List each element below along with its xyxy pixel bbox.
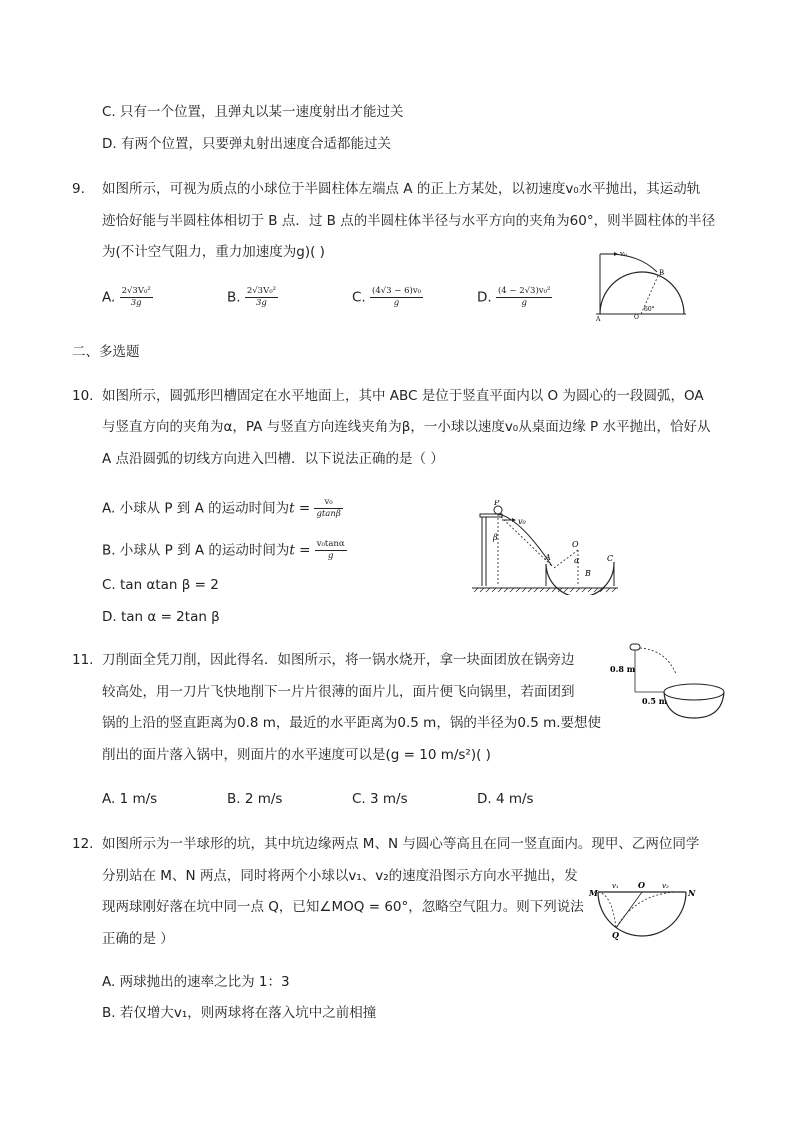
option-b [102,539,347,562]
label-v0: v₀ [620,250,627,258]
label-m: M [589,888,598,898]
label-o: O [572,540,579,549]
label-n: N [688,888,696,898]
option-c: C. 3 m/s [352,791,408,807]
numerator: 2√3V₀² [121,286,151,296]
question-text: 分别站在 M、N 两点，同时将两个小球以v₁、v₂的速度沿图示方向水平抛出，发 [102,868,578,884]
label-distance: 0.5 m [642,696,668,706]
label-beta: β [493,533,498,542]
denominator: g [521,298,527,308]
option-label: A. [102,289,116,306]
label-height: 0.8 m [610,664,636,674]
dough [630,644,640,650]
label-b: B [585,569,591,578]
q9-figure [592,246,690,322]
denominator: g [393,298,400,308]
groove-arc [546,562,614,595]
question-text: 削出的面片落入锅中，则面片的水平速度可以是(g = 10 m/s²)( ) [102,747,491,763]
option-a: A. 两球抛出的速率之比为 1：3 [102,974,290,990]
option-c: C. 只有一个位置，且弹丸以某一速度射出才能过关 [102,104,404,120]
math-expression: t = [289,542,311,559]
trajectory [600,254,657,272]
fraction [496,286,552,309]
ground-hatching [474,588,616,592]
label-b: B [659,269,665,277]
option-label: C. [352,289,366,306]
q10-figure [470,500,620,595]
ball [494,506,502,514]
question-text: 迹恰好能与半圆柱体相切于 B 点．过 B 点的半圆柱体半径与水平方向的夹角为60°，则半圆柱体的半径 [102,213,716,229]
label-p: P [494,500,500,507]
question-number: 10. [72,388,94,404]
option-d: D. 有两个位置，只要弹丸射出速度合适都能过关 [102,136,391,152]
question-text: 正确的是 ） [102,931,174,947]
fraction [314,497,342,520]
semicircle [600,272,684,314]
numerator: 2√3V₀² [246,286,277,296]
fraction [370,286,423,309]
option-c [352,286,423,309]
question-number: 12. [72,836,94,852]
option-b [227,286,278,309]
question-text: 如图所示为一半球形的坑，其中坑边缘两点 M、N 与圆心等高且在同一竖直面内。现甲、乙两位同学 [102,836,700,852]
numerator: v₀tanα [316,539,345,549]
section-title: 二、多选题 [72,344,140,360]
label-q: Q [612,930,619,940]
label-v0: v₀ [518,517,526,526]
option-label: D. [477,289,492,306]
label-alpha: α [574,556,580,565]
option-d: D. tan α = 2tan β [102,609,220,625]
label-a: A [545,553,551,562]
denominator: 3g [256,298,267,308]
option-c: C. tan αtan β = 2 [102,577,219,593]
option-a: A. 1 m/s [102,791,158,807]
label-a: A [596,316,601,322]
question-number: 11. [72,652,94,668]
option-label: B. [227,289,241,306]
q12-figure [588,872,700,940]
option-a [102,286,153,309]
radius-oq [616,892,642,928]
question-text: 如图所示，圆弧形凹槽固定在水平地面上，其中 ABC 是位于竖直平面内以 O 为圆心的一段圆弧，OA [102,388,704,404]
question-text: 现两球刚好落在坑中同一点 Q，已知∠MOQ = 60°，忽略空气阻力。则下列说法 [102,899,584,915]
trajectory-1 [598,892,616,928]
option-b: B. 若仅增大v₁，则两球将在落入坑中之前相撞 [102,1005,377,1021]
question-text: 刀削面全凭刀削，因此得名．如图所示，将一锅水烧开，拿一块面团放在锅旁边 [102,652,575,668]
question-text: 为(不计空气阻力，重力加速度为g)( ) [102,244,325,260]
question-text: 与竖直方向的夹角为α，PA 与竖直方向连线夹角为β，一小球以速度v₀从桌面边缘 P 水平抛出，恰好从 [102,419,711,435]
option-text: B. 小球从 P 到 A 的运动时间为 [102,542,290,559]
pot-rim [664,684,724,700]
question-text: 如图所示，可视为质点的小球位于半圆柱体左端点 A 的正上方某处，以初速度v₀水平抛出，其运动轨 [102,181,701,197]
math-expression: t = [289,500,311,517]
option-a [102,497,343,520]
q11-figure [606,642,728,722]
fraction [120,286,153,309]
trajectory-2 [616,892,686,928]
question-text: 较高处，用一刀片飞快地削下一片片很薄的面片儿，面片便飞向锅里，若面团到 [102,684,575,700]
question-text: 锅的上沿的竖直距离为0.8 m，最近的水平距离为0.5 m，锅的半径为0.5 m.要想使 [102,715,602,731]
denominator: g [327,551,334,561]
numerator: v₀ [314,497,342,509]
trajectory [640,648,676,674]
option-b: B. 2 m/s [227,791,283,807]
fraction [315,539,347,562]
pot-body [664,692,724,718]
label-o: O [634,314,639,321]
option-d: D. 4 m/s [477,791,534,807]
label-v2: v₂ [662,882,669,890]
question-text: A 点沿圆弧的切线方向进入凹槽．以下说法正确的是（ ） [102,451,444,467]
numerator: (4 − 2√3)v₀² [497,286,551,296]
label-v1: v₁ [612,882,619,890]
numerator: (4√3 − 6)v₀ [372,286,422,296]
option-text: A. 小球从 P 到 A 的运动时间为 [102,500,290,517]
label-o: O [638,880,645,890]
question-number: 9. [72,181,85,197]
denominator: gtanβ [316,509,341,519]
label-c: C [607,554,614,563]
angle-label: 60° [644,306,655,313]
denominator: 3g [130,298,142,308]
fraction [245,286,278,309]
option-d [477,286,552,309]
